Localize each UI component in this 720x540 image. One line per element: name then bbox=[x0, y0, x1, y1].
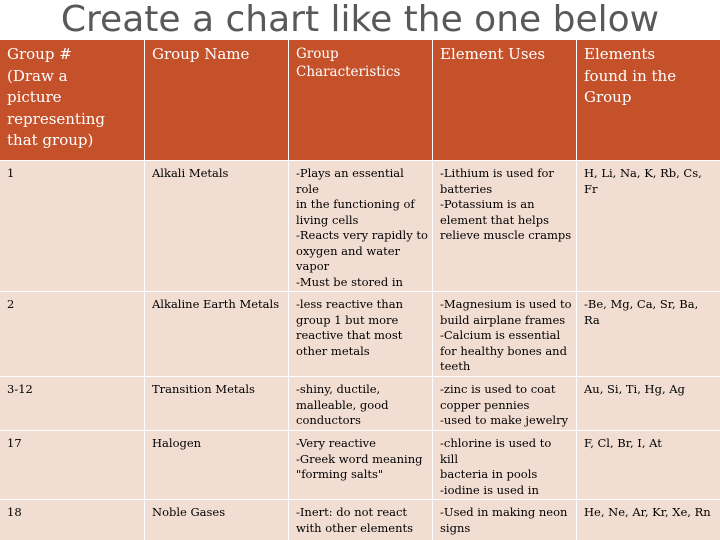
elements-found: H, Li, Na, K, Rb, Cs, Fr bbox=[576, 161, 720, 291]
group-characteristics: -Very reactive -Greek word meaning "forming salts" bbox=[288, 431, 432, 499]
header-group-name: Group Name bbox=[144, 40, 288, 160]
group-name: Alkali Metals bbox=[144, 161, 288, 291]
header-group-characteristics: Group Characteristics bbox=[288, 40, 432, 160]
group-number: 3-12 bbox=[7, 382, 33, 396]
elements-found: Au, Si, Ti, Hg, Ag bbox=[576, 377, 720, 430]
element-uses: -Used in making neon signs bbox=[432, 500, 576, 540]
group-characteristics: -shiny, ductile, malleable, good conductors bbox=[288, 377, 432, 430]
group-name: Transition Metals bbox=[144, 377, 288, 430]
group-characteristics: -Plays an essential role in the functioning of living cells -Reacts very rapidly to oxygen and water vapor -Must be stored in bbox=[288, 161, 432, 291]
header-group-number: Group # (Draw a picture representing that group) bbox=[7, 45, 106, 149]
element-uses: -zinc is used to coat copper pennies -used to make jewelry bbox=[432, 377, 576, 430]
elements-found: F, Cl, Br, I, At bbox=[576, 431, 720, 499]
group-number: 1 bbox=[7, 166, 15, 180]
elements-found: -Be, Mg, Ca, Sr, Ba, Ra bbox=[576, 292, 720, 376]
group-number: 18 bbox=[7, 505, 22, 519]
element-groups-table bbox=[0, 40, 720, 540]
group-name: Halogen bbox=[144, 431, 288, 499]
table-row bbox=[0, 291, 720, 376]
table-row bbox=[0, 160, 720, 291]
header-elements-found: Elements found in the Group bbox=[576, 40, 720, 160]
group-characteristics: -less reactive than group 1 but more reactive that most other metals bbox=[288, 292, 432, 376]
group-name: Alkaline Earth Metals bbox=[144, 292, 288, 376]
slide-title: Create a chart like the one below bbox=[60, 0, 660, 40]
table-header-row bbox=[0, 40, 720, 160]
element-uses: -chlorine is used to kill bacteria in pools -iodine is used in bbox=[432, 431, 576, 499]
group-characteristics: -Inert: do not react with other elements bbox=[288, 500, 432, 540]
table-row bbox=[0, 376, 720, 430]
group-name: Noble Gases bbox=[144, 500, 288, 540]
header-element-uses: Element Uses bbox=[432, 40, 576, 160]
table-row bbox=[0, 430, 720, 499]
group-number: 17 bbox=[7, 436, 22, 450]
group-number: 2 bbox=[7, 297, 15, 311]
element-uses: -Magnesium is used to build airplane frames -Calcium is essential for healthy bones and teeth bbox=[432, 292, 576, 376]
elements-found: He, Ne, Ar, Kr, Xe, Rn bbox=[576, 500, 720, 540]
table-row bbox=[0, 499, 720, 540]
element-uses: -Lithium is used for batteries -Potassium is an element that helps relieve muscle cramps bbox=[432, 161, 576, 291]
